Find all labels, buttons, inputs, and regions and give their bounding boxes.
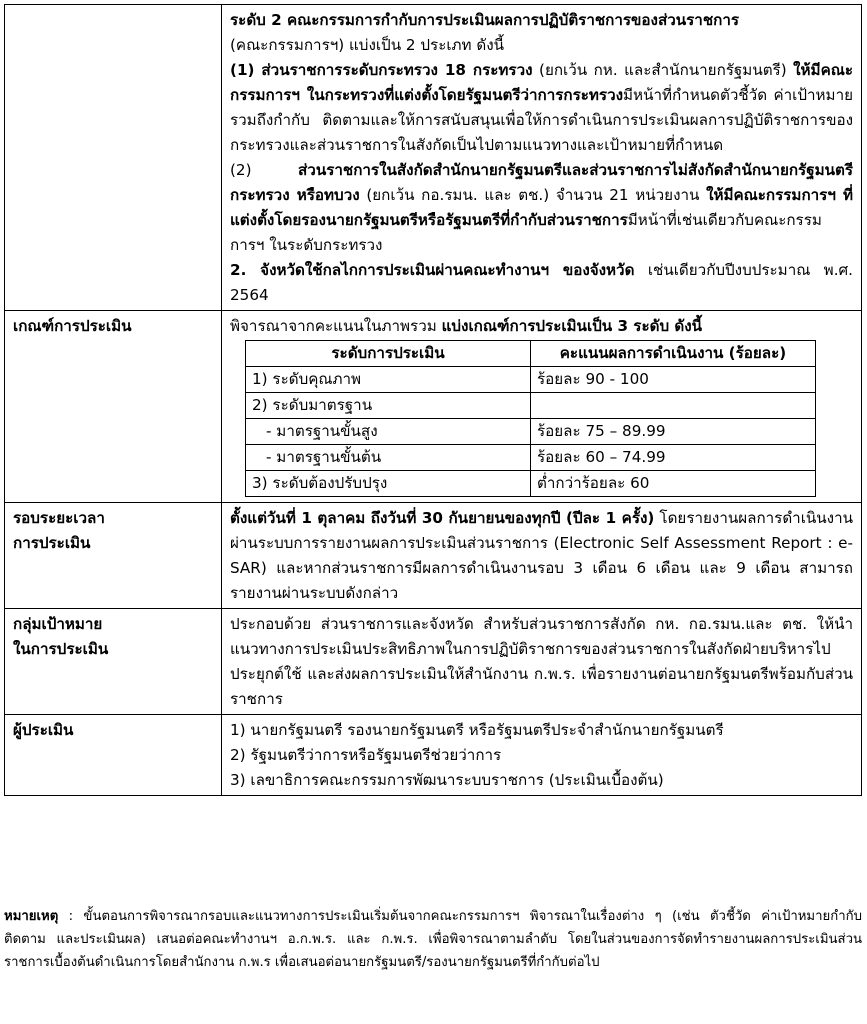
evaluator-item: 2) รัฐมนตรีว่าการหรือรัฐมนตรีช่วยว่าการ (230, 746, 502, 764)
target-label-line1: กลุ่มเป้าหมาย (13, 615, 103, 633)
criteria-level-cell: - มาตรฐานขั้นสูง (246, 419, 531, 445)
criteria-score-cell (531, 393, 816, 419)
period-text: โดยรายงานผลการดำเนินงานผ่านระบบการรายงานผลการประเมินส่วนราชการ (Electronic Self Assessment Report : e-SAR) และหากส่วนราชการมีผลการดำเนินงานรอบ 3 เดือน 6 เดือน และ 9 เดือน สามารถรายงานผ่านระบบดังกล่าว (230, 509, 853, 602)
period-label (5, 503, 222, 609)
period-label-line2: การประเมิน (13, 534, 91, 552)
row-target (5, 609, 862, 715)
period-bold: ตั้งแต่วันที่ 1 ตุลาคม ถึงวันที่ 30 กันยายนของทุกปี (ปีละ 1 ครั้ง) (230, 509, 655, 527)
period-label-line1: รอบระยะเวลา (13, 509, 105, 527)
criteria-level-cell: - มาตรฐานขั้นต้น (246, 445, 531, 471)
criteria-level-table (245, 340, 816, 497)
item1-text-b: มีหน้าที่กำหนดตัวชี้วัด ค่าเป้าหมาย รวมถึงกำกับ ติดตามและให้การสนับสนุนเพื่อให้การดำเนินการประเมินผลการปฏิบัติราชการของกระทรวงและส่วนราชการในสังกัดเป็นไปตามแนวทางและเป้าหมายที่กำหนด (230, 86, 853, 154)
item3-heading: 2. จังหวัดใช้กลไกการประเมินผ่านคณะทำงานฯ ของจังหวัด (230, 261, 635, 279)
criteria-header-level: ระดับการประเมิน (246, 341, 531, 367)
item2-text-b: (ยกเว้น กอ.รมน. และ ตช.) จำนวน 21 หน่วยงาน (359, 186, 707, 204)
row-period (5, 503, 862, 609)
criteria-intro-text: พิจารณาจากคะแนนในภาพรวม (230, 317, 442, 335)
evaluator-item: 1) นายกรัฐมนตรี รองนายกรัฐมนตรี หรือรัฐมนตรีประจำสำนักนายกรัฐมนตรี (230, 721, 724, 739)
row-criteria (5, 311, 862, 503)
criteria-row (246, 393, 816, 419)
criteria-level-cell: 1) ระดับคุณภาพ (246, 367, 531, 393)
item1-text-a: (ยกเว้น กห. และสำนักนายกรัฐมนตรี) (532, 61, 794, 79)
criteria-header-score: คะแนนผลการดำเนินงาน (ร้อยละ) (531, 341, 816, 367)
criteria-level-cell: 2) ระดับมาตรฐาน (246, 393, 531, 419)
criteria-row (246, 445, 816, 471)
item2-heading: ส่วนราชการในสังกัดสำนักนายกรัฐมนตรีและส่วนราชการไม่สังกัดสำนักนายกรัฐมนตรี กระทรวง หรือทบวง (230, 161, 853, 204)
criteria-level-cell: 3) ระดับต้องปรับปรุง (246, 471, 531, 497)
row-evaluator (5, 715, 862, 796)
target-label-line2: ในการประเมิน (13, 640, 109, 658)
row-label-empty (5, 5, 222, 311)
criteria-score-cell: ร้อยละ 75 – 89.99 (531, 419, 816, 445)
period-content (222, 503, 862, 609)
level2-intro: (คณะกรรมการฯ) แบ่งเป็น 2 ประเภท ดังนี้ (230, 36, 505, 54)
criteria-header-row (246, 341, 816, 367)
level2-title-line (230, 8, 853, 33)
criteria-row (246, 471, 816, 497)
evaluator-item: 3) เลขาธิการคณะกรรมการพัฒนาระบบราชการ (ประเมินเบื้องต้น) (230, 771, 664, 789)
criteria-row (246, 419, 816, 445)
criteria-intro-bold: แบ่งเกณฑ์การประเมินเป็น 3 ระดับ ดังนี้ (441, 317, 703, 335)
target-label (5, 609, 222, 715)
target-content: ประกอบด้วย ส่วนราชการและจังหวัด สำหรับส่วนราชการสังกัด กห. กอ.รมน.และ ตช. ให้นำแนวทางการประเมินประสิทธิภาพในการปฏิบัติราชการของส่วนราชการในสังกัดฝ่ายบริหารไปประยุกต์ใช้ และส่งผลการประเมินให้สำนักงาน ก.พ.ร. เพื่อรายงานต่อนายกรัฐมนตรีพร้อมกับส่วนราชการ (222, 609, 862, 715)
criteria-score-cell: ร้อยละ 60 – 74.99 (531, 445, 816, 471)
evaluator-label: ผู้ประเมิน (5, 715, 222, 796)
row-level2 (5, 5, 862, 311)
criteria-label: เกณฑ์การประเมิน (5, 311, 222, 503)
criteria-intro (230, 314, 853, 339)
footnote-label: หมายเหตุ (4, 909, 59, 924)
evaluator-content (222, 715, 862, 796)
item1-bold-b: ให้มีคณะกรรมการฯ ในกระทรวงที่แต่งตั้งโดยรัฐมนตรีว่าการกระทรวง (230, 61, 853, 104)
item1-heading: (1) ส่วนราชการระดับกระทรวง 18 กระทรวง (230, 61, 533, 79)
level2-item-2 (230, 158, 853, 258)
footnote-text: : ขั้นตอนการพิจารณากรอบและแนวทางการประเมินเริ่มต้นจากคณะกรรมการฯ พิจารณาในเรื่องต่าง ๆ (เช่น ตัวชี้วัด ค่าเป้าหมายกำกับ ติดตาม และประเมินผล) เสนอต่อคณะทำงานฯ อ.ก.พ.ร. และ ก.พ.ร. เพื่อพิจารณาตามลำดับ โดยในส่วนของการจัดทำรายงานผลการประเมินส่วนราชการเบื้องต้นดำเนินการโดยสำนักงาน ก.พ.ร เพื่อเสนอต่อนายกรัฐมนตรี/รองนายกรัฐมนตรีที่กำกับต่อไป (4, 909, 862, 970)
level2-item-3 (230, 258, 853, 308)
level2-content (222, 5, 862, 311)
criteria-row (246, 367, 816, 393)
item3-text: เช่นเดียวกับปีงบประมาณ พ.ศ. 2564 (230, 261, 853, 304)
item2-text-c: มีหน้าที่เช่นเดียวกับคณะกรรมการฯ ในระดับกระทรวง (230, 211, 822, 254)
footnote (4, 905, 862, 974)
evaluation-framework-table (4, 4, 862, 796)
level2-title: ระดับ 2 คณะกรรมการกำกับการประเมินผลการปฏิบัติราชการของส่วนราชการ (230, 11, 740, 29)
criteria-score-cell: ร้อยละ 90 - 100 (531, 367, 816, 393)
level2-item-1 (230, 58, 853, 158)
criteria-content (222, 311, 862, 503)
item2-bold-b: ให้มีคณะกรรมการฯ ที่แต่งตั้งโดยรองนายกรัฐมนตรีหรือรัฐมนตรีที่กำกับส่วนราชการ (230, 186, 854, 229)
item2-number: (2) (230, 161, 299, 179)
criteria-score-cell: ต่ำกว่าร้อยละ 60 (531, 471, 816, 497)
